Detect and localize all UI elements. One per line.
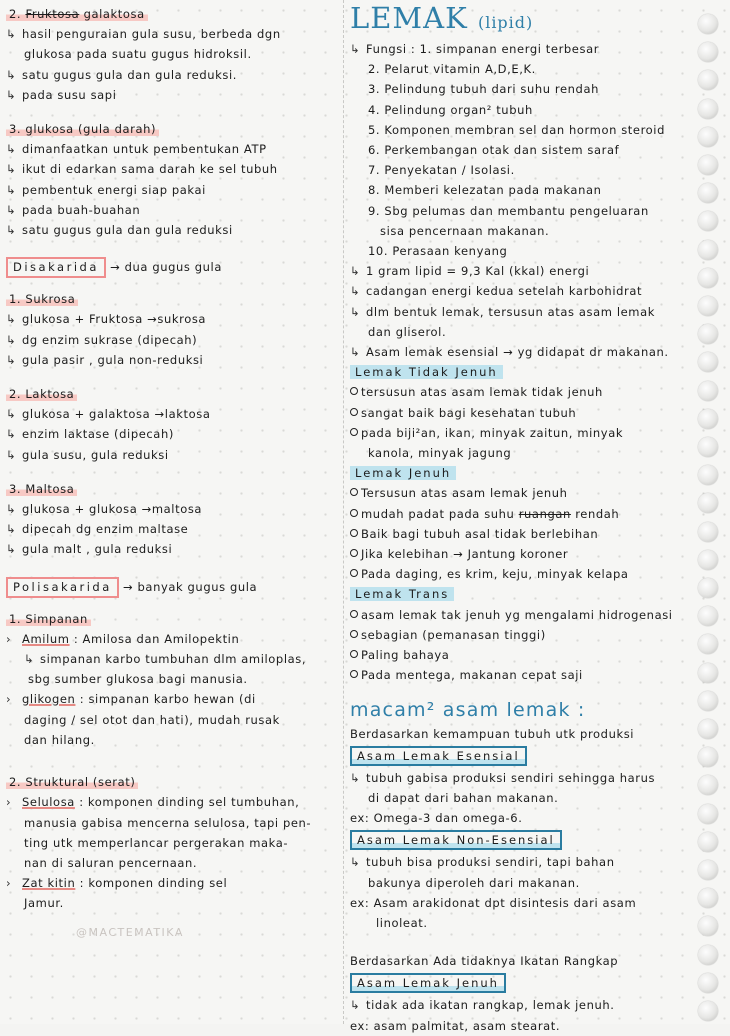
binder-hole	[698, 663, 718, 683]
list-item: ↳ 1 gram lipid = 9,3 Kal (kkal) energi	[350, 264, 590, 279]
polisakarida-heading: Polisakarida → banyak gugus gula	[6, 574, 340, 601]
glukosa-heading: 3. glukosa (gula darah)	[6, 119, 340, 139]
binder-hole	[698, 945, 718, 965]
struktural-heading: 2. Struktural (serat)	[6, 772, 340, 792]
lemak-trans-heading: Lemak Trans	[350, 584, 702, 604]
binder-hole	[698, 42, 718, 62]
example-line: linoleat.	[376, 915, 428, 930]
list-item: glukosa pada suatu gugus hidroksil.	[24, 47, 252, 62]
binder-hole	[698, 381, 718, 401]
list-item: ↳ gula pasir , gula non-reduksi	[6, 352, 204, 367]
binder-hole	[698, 70, 718, 90]
lemak-jenuh-heading: Lemak Jenuh	[350, 463, 702, 483]
list-item: ↳ pada susu sapi	[6, 87, 117, 102]
binder-hole	[698, 324, 718, 344]
list-item: ↳ dimanfaatkan untuk pembentukan ATP	[6, 142, 267, 157]
list-item: ↳ glukosa + galaktosa →laktosa	[6, 407, 211, 422]
maltosa-heading: 3. Maltosa	[6, 479, 340, 499]
list-item: ↳ ikut di edarkan sama darah ke sel tubuh	[6, 162, 278, 177]
binder-hole	[698, 634, 718, 654]
list-item: bakunya diperoleh dari makanan.	[368, 875, 580, 890]
selulosa-item: › Selulosa : komponen dinding sel tumbuhan,	[6, 795, 300, 810]
binder-hole	[698, 1001, 718, 1021]
list-item: 7. Penyekatan / Isolasi.	[368, 163, 515, 178]
list-item: 3. Pelindung tubuh dari suhu rendah	[368, 82, 599, 97]
list-item: ↳ tubuh gabisa produksi sendiri sehingga harus	[350, 770, 656, 785]
list-item: ↳ satu gugus gula dan gula reduksi	[6, 223, 233, 238]
left-column	[6, 4, 340, 943]
binder-hole	[698, 437, 718, 457]
binder-hole	[698, 352, 718, 372]
list-item: sangat baik bagi kesehatan tubuh	[350, 403, 702, 423]
list-item: dan hilang.	[24, 732, 95, 747]
polisakarida-box: Polisakarida	[6, 577, 119, 598]
list-item: sbg sumber glukosa bagi manusia.	[28, 672, 248, 687]
binder-hole	[698, 155, 718, 175]
binder-hole	[698, 973, 718, 993]
list-item: ↳ glukosa + Fruktosa →sukrosa	[6, 312, 207, 327]
simpanan-heading: 1. Simpanan	[6, 609, 340, 629]
list-item: ting utk memperlancar pergerakan maka-	[24, 835, 289, 850]
binder-hole	[698, 747, 718, 767]
list-item: Paling bahaya	[350, 645, 702, 665]
list-item: manusia gabisa mencerna selulosa, tapi pen-	[24, 815, 312, 830]
list-item: 5. Komponen membran sel dan hormon steroid	[368, 122, 665, 137]
binder-hole	[698, 127, 718, 147]
asam-lemak-esensial-heading	[350, 744, 702, 768]
binder-hole	[698, 268, 718, 288]
list-item: sebagian (pemanasan tinggi)	[350, 625, 702, 645]
asam-lemak-jenuh-heading	[350, 971, 702, 995]
list-item: Jamur.	[24, 896, 64, 911]
binder-hole	[698, 240, 718, 260]
asam-lemak-jenuh-box: Asam Lemak Jenuh	[350, 973, 506, 993]
amilum-item: › Amilum : Amilosa dan Amilopektin	[6, 631, 240, 646]
binder-hole	[698, 916, 718, 936]
list-item: ↳ dipecah dg enzim maltase	[6, 522, 189, 537]
binder-hole	[698, 409, 718, 429]
list-item: daging / sel otot dan hati), mudah rusak	[24, 712, 280, 727]
list-item: ↳ dg enzim sukrase (dipecah)	[6, 332, 198, 347]
binder-hole	[698, 522, 718, 542]
example-line: ex: Omega-3 dan omega-6.	[350, 811, 523, 826]
list-item: nan di saluran pencernaan.	[24, 855, 198, 870]
list-item: ↳ satu gugus gula dan gula reduksi.	[6, 67, 238, 82]
list-item: ↳ tubuh bisa produksi sendiri, tapi bahan	[350, 855, 615, 870]
list-item: 8. Memberi kelezatan pada makanan	[368, 183, 602, 198]
lemak-tidak-jenuh-heading: Lemak Tidak Jenuh	[350, 362, 702, 382]
binder-hole	[698, 493, 718, 513]
list-item: ↳ pada buah-buahan	[6, 202, 141, 217]
list-item: ↳ tidak ada ikatan rangkap, lemak jenuh.	[350, 998, 615, 1013]
binder-hole	[698, 99, 718, 119]
macam-asam-lemak-heading: macam² asam lemak :	[350, 698, 586, 721]
list-item: di dapat dari bahan makanan.	[368, 790, 559, 805]
binder-hole	[698, 832, 718, 852]
binder-hole	[698, 550, 718, 570]
list-item: kanola, minyak jagung	[368, 446, 512, 461]
list-item: Pada daging, es krim, keju, minyak kelapa	[350, 564, 702, 584]
list-item: Pada mentega, makanan cepat saji	[350, 665, 702, 685]
section-intro: Berdasarkan Ada tidaknya Ikatan Rangkap	[350, 954, 619, 969]
list-item: ↳ cadangan energi kedua setelah karbohidrat	[350, 284, 643, 299]
list-item: 10. Perasaan kenyang	[368, 244, 508, 259]
list-item: ↳ simpanan karbo tumbuhan dlm amiloplas,	[24, 652, 307, 667]
binder-hole	[698, 691, 718, 711]
list-item: Baik bagi tubuh asal tidak berlebihan	[350, 524, 702, 544]
binder-hole	[698, 14, 718, 34]
laktosa-heading: 2. Laktosa	[6, 384, 340, 404]
list-item: ↳ gula malt , gula reduksi	[6, 542, 173, 557]
right-column	[350, 2, 702, 1036]
list-item: ↳ Fungsi : 1. simpanan energi terbesar	[350, 42, 600, 56]
binder-hole	[698, 183, 718, 203]
list-item: ↳ enzim laktase (dipecah)	[6, 427, 174, 442]
asam-lemak-non-esensial-box: Asam Lemak Non-Esensial	[350, 830, 562, 850]
example-line: ex: Asam arakidonat dpt disintesis dari asam	[350, 895, 637, 910]
disakarida-box: Disakarida	[6, 257, 106, 278]
page-title: LEMAK (lipid)	[350, 2, 534, 35]
example-line: ex: asam palmitat, asam stearat.	[350, 1018, 561, 1033]
asam-lemak-esensial-box: Asam Lemak Esensial	[350, 746, 527, 766]
binder-hole	[698, 211, 718, 231]
binder-hole	[698, 860, 718, 880]
binder-hole	[698, 578, 718, 598]
list-item: 2. Pelarut vitamin A,D,E,K.	[368, 62, 536, 77]
list-item: 9. Sbg pelumas dan membantu pengeluaran	[368, 203, 649, 218]
list-item: ↳ gula susu, gula reduksi	[6, 447, 169, 462]
binder-holes	[698, 0, 728, 1024]
list-item: ↳ dlm bentuk lemak, tersusun atas asam lemak	[350, 304, 656, 319]
list-item: Tersusun atas asam lemak jenuh	[350, 483, 702, 503]
list-item: dan gliserol.	[368, 324, 447, 339]
binder-hole	[698, 775, 718, 795]
binder-hole	[698, 804, 718, 824]
binder-hole	[698, 719, 718, 739]
binder-hole	[698, 296, 718, 316]
list-item: Jika kelebihan → Jantung koroner	[350, 544, 702, 564]
list-item: tersusun atas asam lemak tidak jenuh	[350, 382, 702, 402]
list-item: ↳ glukosa + glukosa →maltosa	[6, 502, 203, 517]
list-item: pada biji²an, ikan, minyak zaitun, minyak	[350, 423, 702, 443]
list-item: ↳ pembentuk energi siap pakai	[6, 182, 206, 197]
list-item: 6. Perkembangan otak dan sistem saraf	[368, 143, 620, 158]
asam-lemak-non-esensial-heading	[350, 828, 702, 852]
glikogen-item: › glikogen : simpanan karbo hewan (di	[6, 692, 256, 707]
binder-hole	[698, 888, 718, 908]
section-intro: Berdasarkan kemampuan tubuh utk produksi	[350, 726, 635, 741]
list-item: ↳ Asam lemak esensial → yg didapat dr makanan.	[350, 345, 669, 360]
disakarida-heading: Disakarida → dua gugus gula	[6, 254, 340, 281]
list-item: sisa pencernaan makanan.	[380, 223, 550, 238]
list-item: ↳ hasil penguraian gula susu, berbeda dgn	[6, 27, 281, 42]
kitin-item: › Zat kitin : komponen dinding sel	[6, 876, 228, 891]
sukrosa-heading: 1. Sukrosa	[6, 289, 340, 309]
watermark: @MACTEMATIKA	[76, 925, 184, 939]
list-item: asam lemak tak jenuh yg mengalami hidrogenasi	[350, 605, 702, 625]
list-item: mudah padat pada suhu ruangan rendah	[350, 504, 702, 524]
list-item: 4. Pelindung organ² tubuh	[368, 102, 533, 117]
binder-hole	[698, 606, 718, 626]
column-divider	[343, 0, 344, 1024]
binder-hole	[698, 465, 718, 485]
galaktosa-heading: 2. Fruktosa galaktosa	[6, 4, 340, 24]
